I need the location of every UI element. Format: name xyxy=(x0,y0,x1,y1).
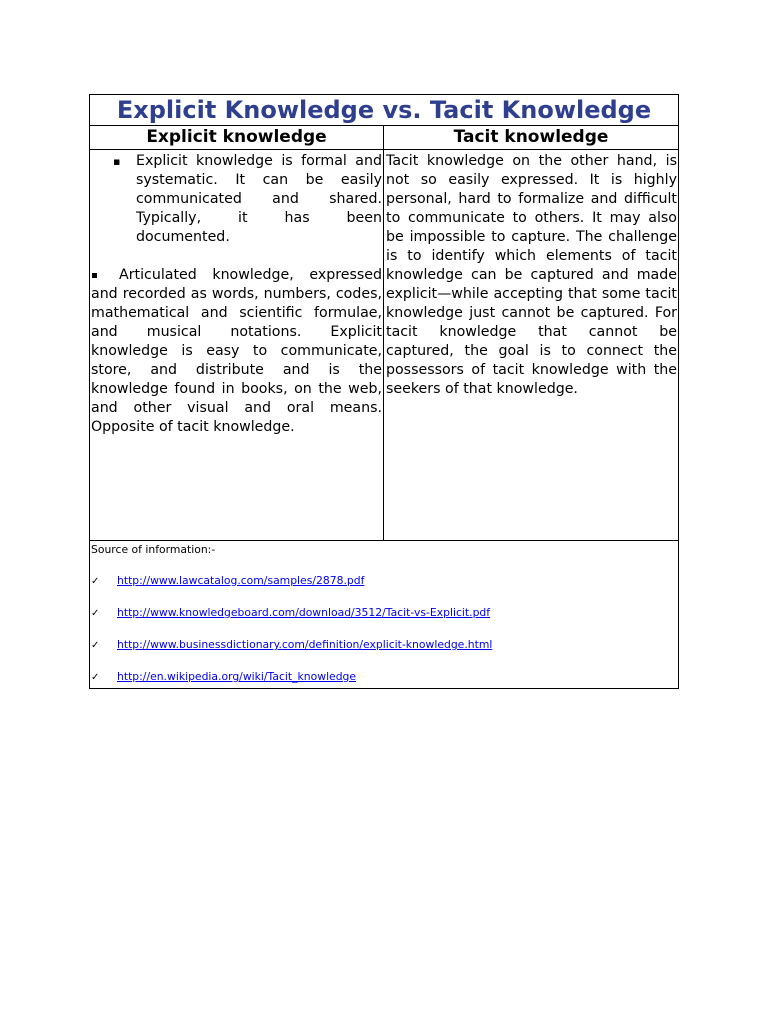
comparison-table xyxy=(89,94,679,689)
tacit-cell xyxy=(384,150,678,540)
source-item xyxy=(91,574,676,606)
check-icon: ✓ xyxy=(91,640,100,651)
check-icon: ✓ xyxy=(91,608,100,619)
bullet-icon: ▪ xyxy=(113,155,121,168)
source-item xyxy=(91,670,676,684)
content-row xyxy=(90,150,678,541)
explicit-point-2 xyxy=(91,266,382,437)
check-icon: ✓ xyxy=(91,672,100,683)
explicit-column-header: Explicit knowledge xyxy=(90,126,384,149)
column-header-row xyxy=(90,126,678,150)
tacit-text: Tacit knowledge on the other hand, is not so easily expressed. It is highly personal, hard to formalize and difficult to communicate to others. It may also be impossible to capture. The challenge is to identify which elements of tacit knowledge can be captured and made explicit—while accepting that some tacit knowledge just cannot be captured. For tacit knowledge that cannot be captured, the goal is to connect the possessors of tacit knowledge with the seekers of that knowledge. xyxy=(386,153,677,397)
explicit-point-1-text: Explicit knowledge is formal and systematic. It can be easily communicated and shared. Typically, it has been documented. xyxy=(136,153,382,245)
sources-label: Source of information:- xyxy=(91,543,216,556)
source-item xyxy=(91,606,676,638)
source-link-lawcatalog[interactable]: http://www.lawcatalog.com/samples/2878.pdf xyxy=(117,574,365,587)
explicit-point-2-text: Articulated knowledge, expressed and recorded as words, numbers, codes, mathematical and scientific formulae, and musical notations. Explicit knowledge is easy to communicate, store, and distribute and is the knowledge found in books, on the web, and other visual and oral means. Opposite of tacit knowledge. xyxy=(91,267,382,435)
table-title: Explicit Knowledge vs. Tacit Knowledge xyxy=(90,95,678,126)
source-item xyxy=(91,638,676,670)
square-bullet-icon xyxy=(92,273,97,278)
explicit-point-1 xyxy=(91,152,382,247)
tacit-column-header: Tacit knowledge xyxy=(453,127,609,147)
source-link-businessdictionary[interactable]: http://www.businessdictionary.com/definition/explicit-knowledge.html xyxy=(117,638,493,651)
sources-section xyxy=(90,541,678,688)
source-link-wikipedia[interactable]: http://en.wikipedia.org/wiki/Tacit_knowledge xyxy=(117,670,357,683)
source-link-knowledgeboard[interactable]: http://www.knowledgeboard.com/download/3512/Tacit-vs-Explicit.pdf xyxy=(117,606,491,619)
explicit-cell xyxy=(90,150,384,540)
check-icon: ✓ xyxy=(91,576,100,587)
